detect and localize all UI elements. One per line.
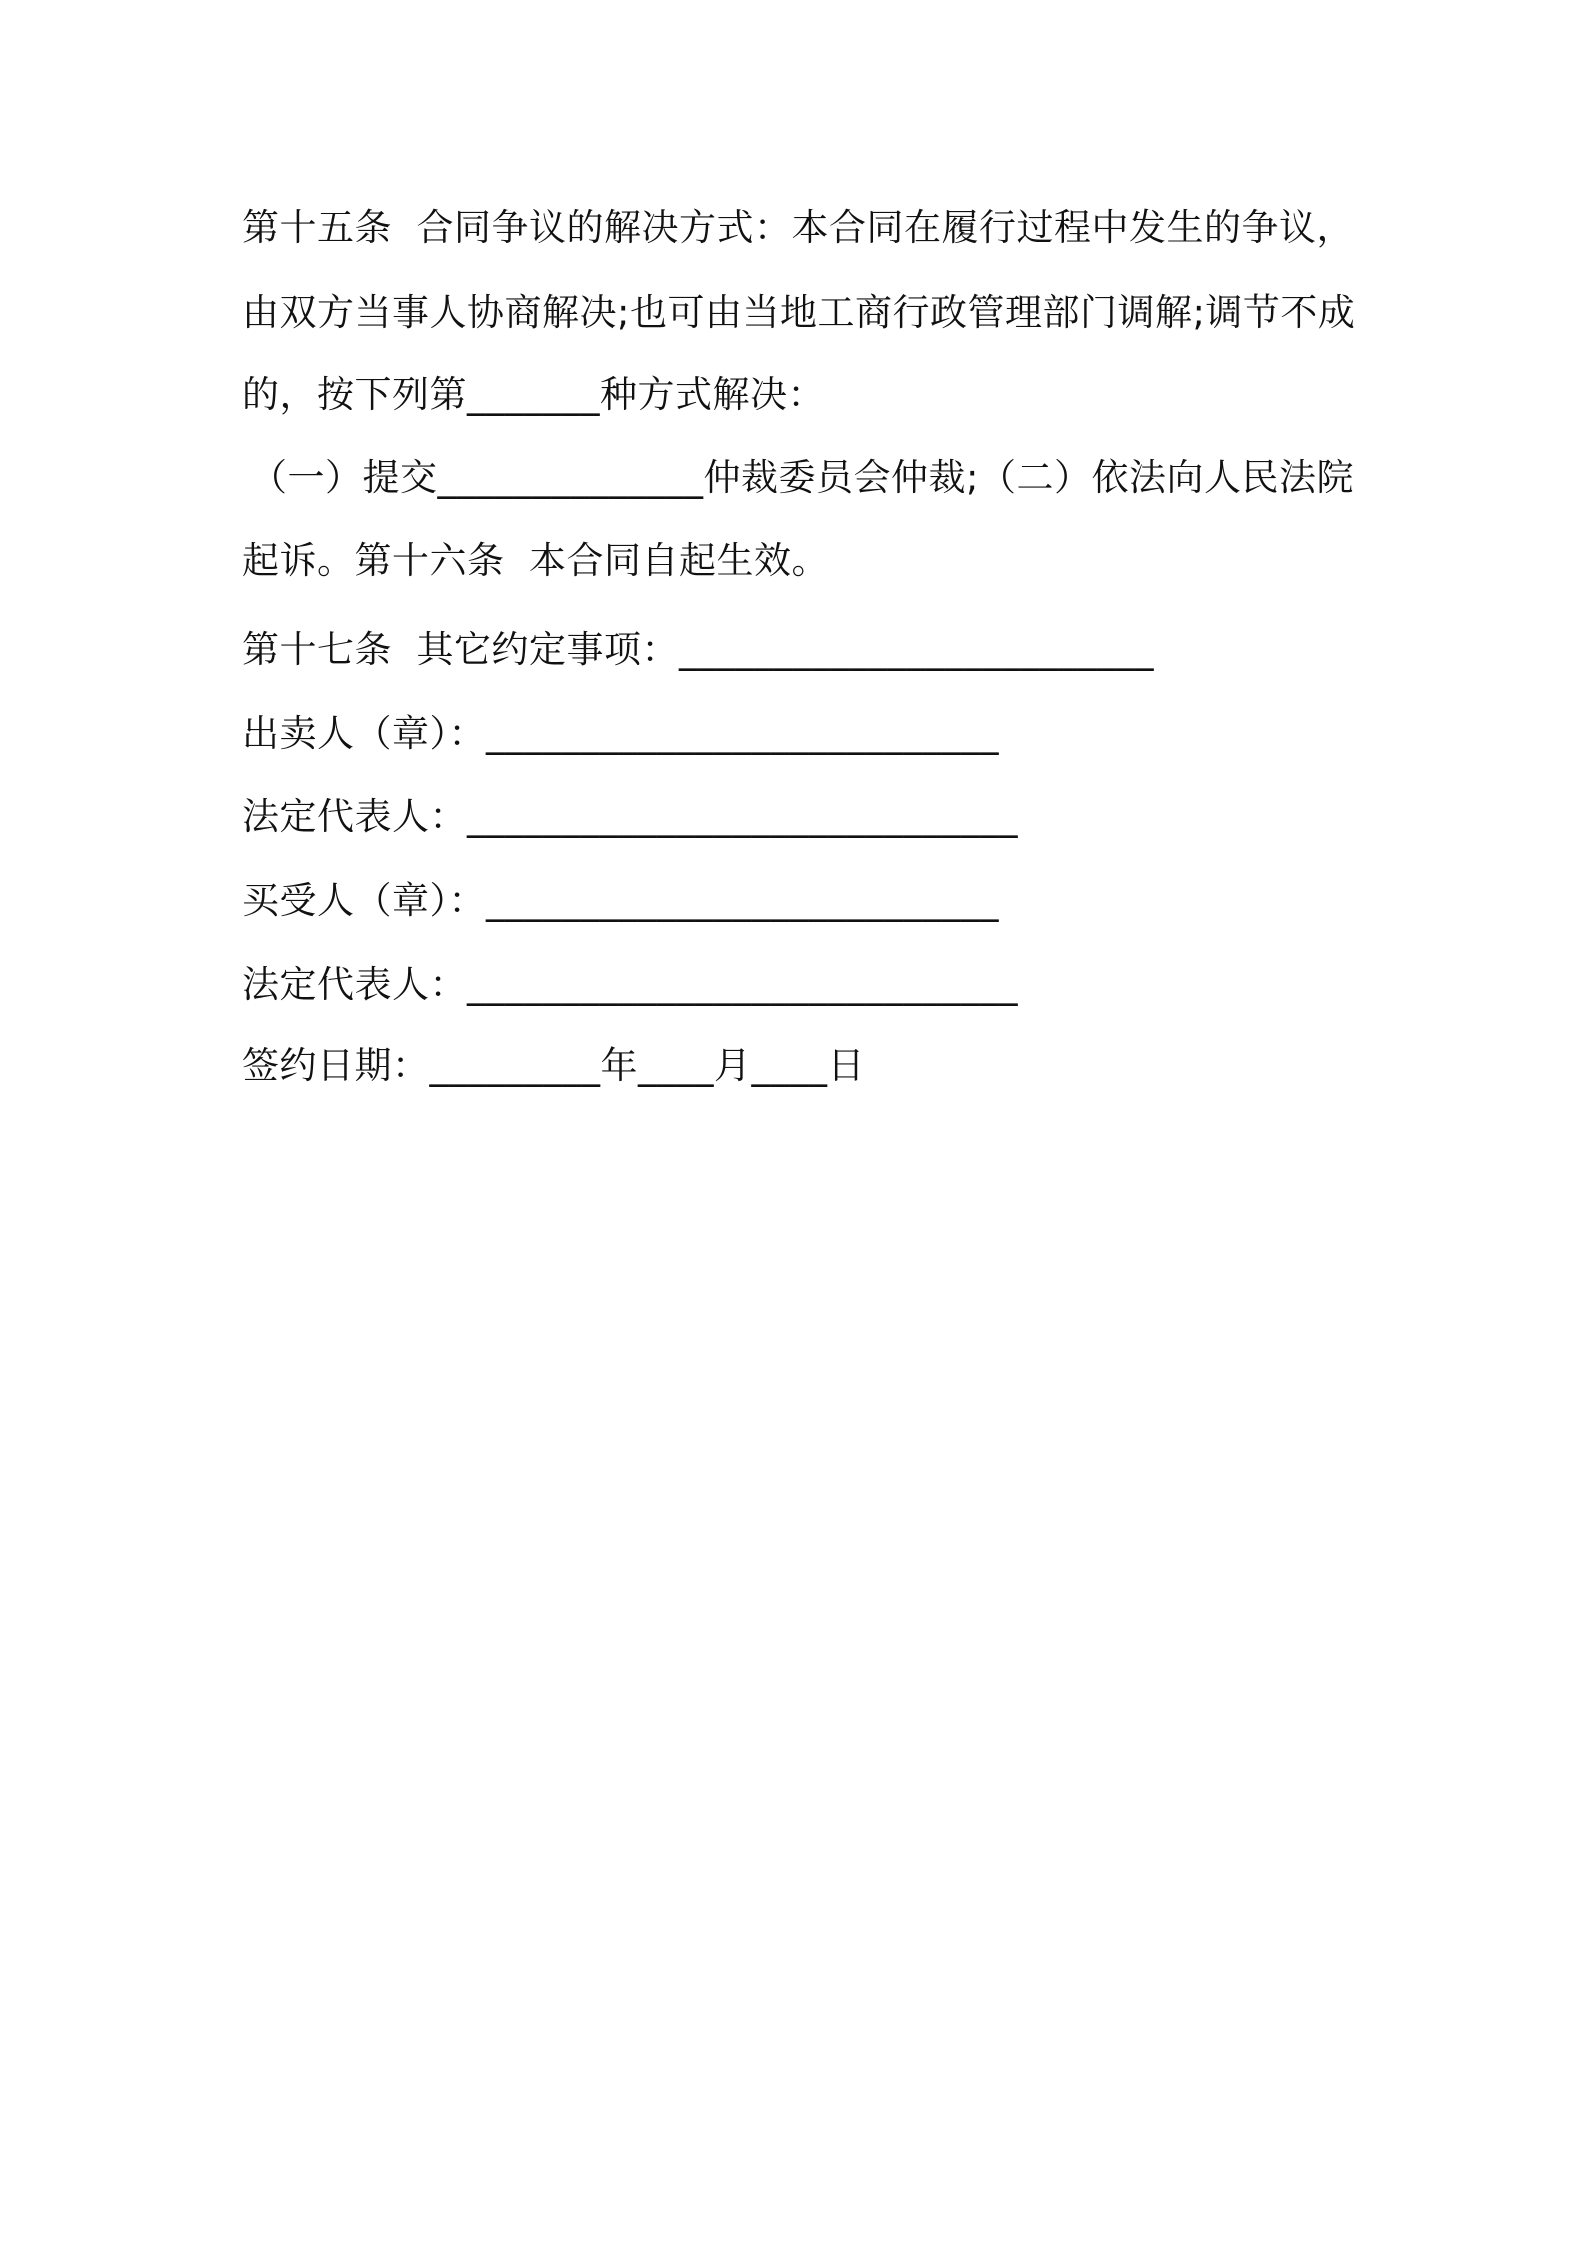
buyer-legal-rep-line: 法定代表人：_____________________________	[242, 963, 1018, 1006]
article-16-line: 起诉。第十六条 本合同自起生效。	[242, 539, 830, 582]
signing-date-line: 签约日期：_________年____月____日	[242, 1044, 865, 1087]
article-17-line: 第十七条 其它约定事项：_________________________	[242, 628, 1155, 671]
article-15-line-1: 第十五条 合同争议的解决方式：本合同在履行过程中发生的争议，	[242, 206, 1355, 249]
seller-legal-rep-line: 法定代表人：_____________________________	[242, 795, 1018, 838]
buyer-seal-line: 买受人（章）：___________________________	[242, 879, 999, 922]
dispute-options-line: （一）提交______________仲裁委员会仲裁;（二）依法向人民法院	[250, 456, 1354, 499]
article-15-line-3: 的，按下列第_______种方式解决：	[242, 373, 825, 416]
seller-seal-line: 出卖人（章）：___________________________	[242, 712, 999, 755]
article-15-line-2: 由双方当事人协商解决;也可由当地工商行政管理部门调解;调节不成	[242, 291, 1356, 334]
